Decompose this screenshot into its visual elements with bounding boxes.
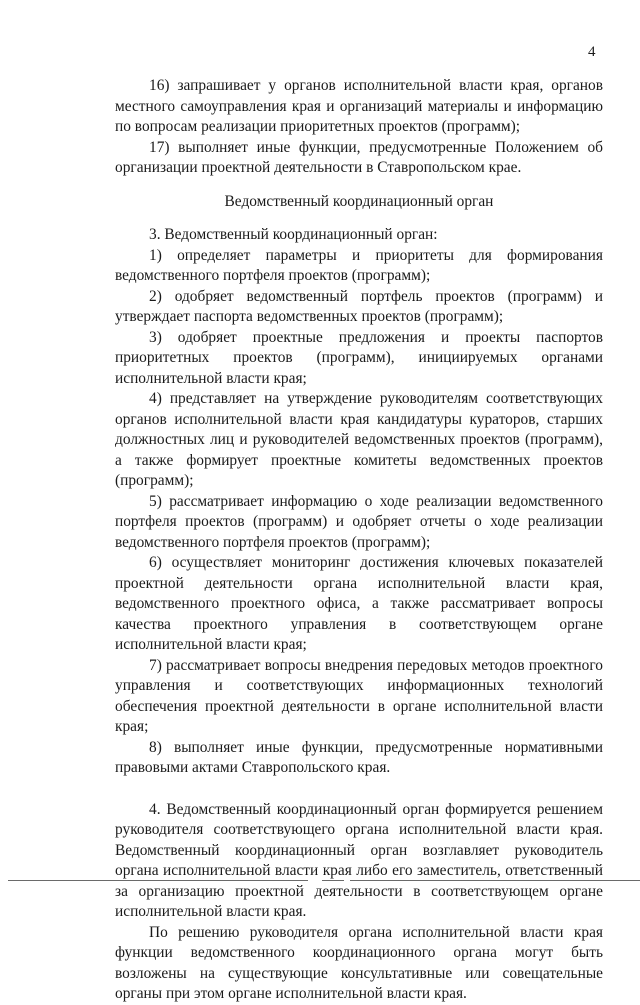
section-heading: Ведомственный координационный орган bbox=[224, 192, 494, 210]
list-item-5: 5) рассматривает информацию о ходе реализации ведомственного портфеля проектов (программ) и одобряет отчеты о ходе реализации ведомственного портфеля проектов (программ); bbox=[115, 492, 603, 551]
paragraph-decision: По решению руководителя органа исполнительной власти края функции ведомственного координационного органа могут быть возложены на существующие консультативные или совещательные органы при этом органе исполнительной власти края. bbox=[115, 923, 603, 1002]
list-item-8: 8) выполняет иные функции, предусмотренные нормативными правовыми актами Ставропольского края. bbox=[115, 738, 603, 776]
list-item-2: 2) одобряет ведомственный портфель проектов (программ) и утверждает паспорта ведомственных проектов (программ); bbox=[115, 287, 603, 325]
list-item-3: 3) одобряет проектные предложения и проекты паспортов приоритетных проектов (программ), инициируемых органами исполнительной власти края; bbox=[115, 328, 603, 387]
footer-divider bbox=[8, 880, 308, 881]
document-body bbox=[115, 76, 603, 1005]
list-item-6: 6) осуществляет мониторинг достижения ключевых показателей проектной деятельности органа исполнительной власти края, ведомственного проектного офиса, а также рассматривает вопросы качества проектного управления в соответствующем органе исполнительной власти края; bbox=[115, 554, 603, 653]
paragraph-section-4: 4. Ведомственный координационный орган формируется решением руководителя соответствующего органа исполнительной власти края. Ведомственный координационный орган возглавляет руководитель органа исполнительной власти края либо его заместитель, ответственный за организацию проектной деятельности в соответствующем органе исполнительной власти края. bbox=[115, 800, 603, 920]
paragraph-item-17: 17) выполняет иные функции, предусмотренные Положением об организации проектной деятельности в Ставропольском крае. bbox=[115, 138, 603, 176]
section-intro: 3. Ведомственный координационный орган: bbox=[149, 226, 438, 243]
list-item-1: 1) определяет параметры и приоритеты для формирования ведомственного портфеля проектов (программ); bbox=[115, 246, 603, 284]
list-item-7: 7) рассматривает вопросы внедрения передовых методов проектного управления и соответствующих информационных технологий обеспечения проектной деятельности в органе исполнительной власти края; bbox=[115, 656, 603, 735]
footer-divider bbox=[350, 880, 640, 881]
paragraph-item-16: 16) запрашивает у органов исполнительной власти края, органов местного самоуправления края и организаций материалы и информацию по вопросам реализации приоритетных проектов (программ); bbox=[115, 77, 603, 135]
footer-divider bbox=[322, 880, 344, 881]
list-item-4: 4) представляет на утверждение руководителям соответствующих органов исполнительной власти края кандидатуры кураторов, старших должностных лиц и руководителей ведомственных проектов (программ), а также формирует проектные комитеты ведомственных проектов (программ); bbox=[115, 390, 603, 489]
page-number: 4 bbox=[588, 44, 596, 60]
